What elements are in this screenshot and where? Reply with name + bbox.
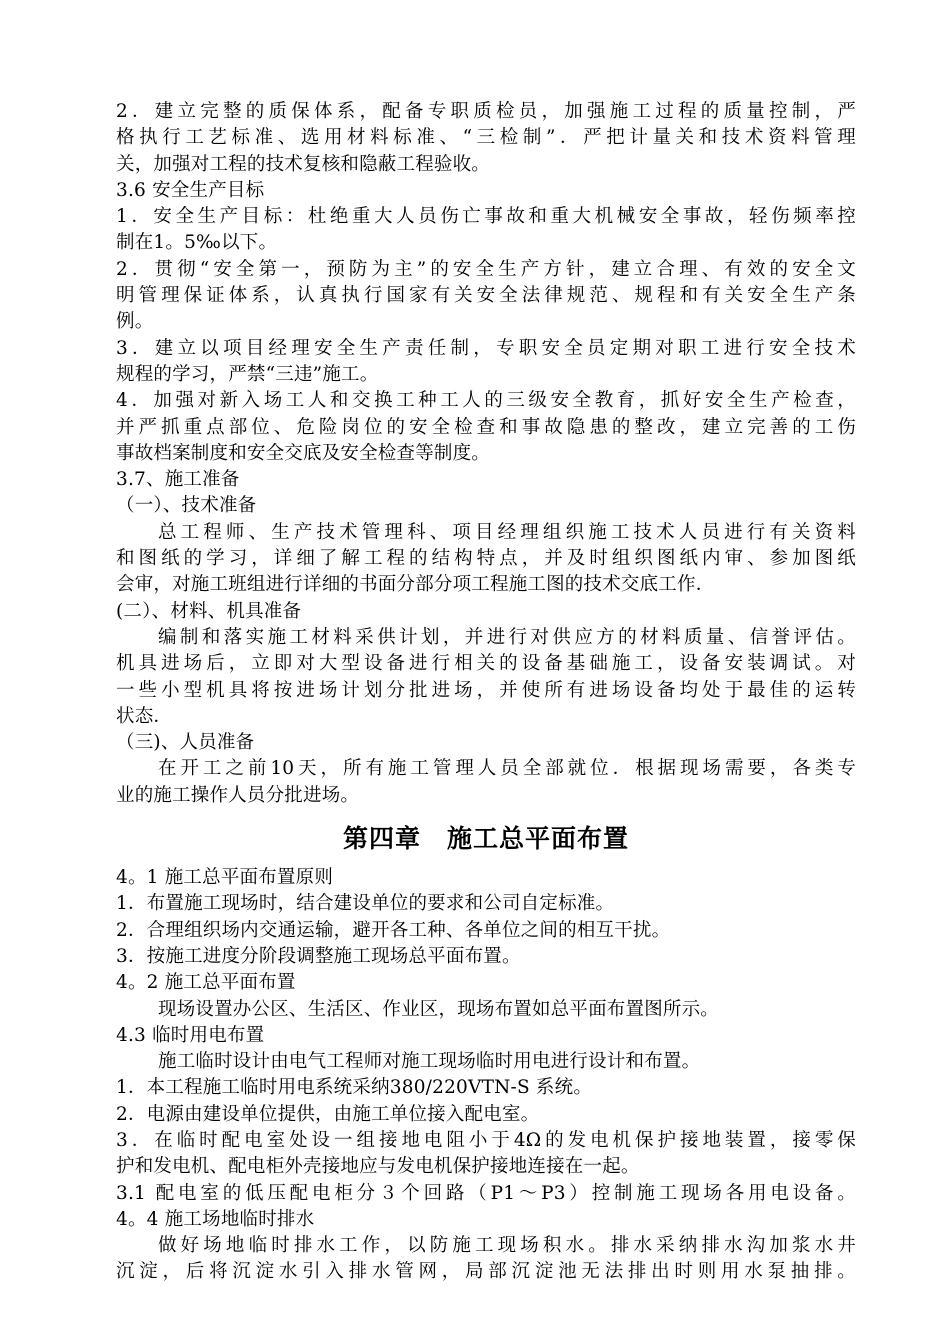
paragraph-line: 现场设置办公区、生活区、作业区，现场布置如总平面布置图所示。 xyxy=(158,998,720,1020)
subsection-heading: (二）、材料、机具准备 xyxy=(116,600,302,622)
paragraph-line: 1．安全生产目标：杜绝重大人员伤亡事故和重大机械安全事故，轻伤频率控 xyxy=(116,206,856,228)
paragraph-line: 会审，对施工班组进行详细的书面分部分项工程施工图的技术交底工作． xyxy=(116,574,715,596)
paragraph-line: 总工程师、生产技术管理科、项目经理组织施工技术人员进行有关资料 xyxy=(158,521,856,543)
paragraph-line: 规程的学习，严禁“三违”施工。 xyxy=(116,363,379,385)
section-heading: 3.7、施工准备 xyxy=(116,469,240,491)
paragraph-line: 4．加强对新入场工人和交换工种工人的三级安全教育，抓好安全生产检查， xyxy=(116,390,856,412)
paragraph-line: 一些小型机具将按进场计划分批进场，并使所有进场设备均处于最佳的运转 xyxy=(116,679,856,701)
paragraph-line: 事故档案制度和安全交底及安全检查等制度。 xyxy=(116,442,491,464)
paragraph-line: 并严抓重点部位、危险岗位的安全检查和事故隐患的整改，建立完善的工伤 xyxy=(116,416,856,438)
paragraph-line: 2．电源由建设单位提供，由施工单位接入配电室。 xyxy=(116,1103,540,1125)
section-heading: 3.6 安全生产目标 xyxy=(116,179,265,201)
subsection-heading: （三)、人员准备 xyxy=(116,732,255,754)
paragraph-line: 例。 xyxy=(116,311,154,333)
paragraph-line: 3．按施工进度分阶段调整施工现场总平面布置。 xyxy=(116,945,521,967)
paragraph-line: 编制和落实施工材料采供计划，并进行对供应方的材料质量、信誉评估。 xyxy=(158,626,856,648)
section-heading: 4。1 施工总平面布置原则 xyxy=(116,867,334,889)
subsection-heading: （一）、技术准备 xyxy=(116,495,257,517)
paragraph-line: 沉淀，后将沉淀水引入排水管网，局部沉淀池无法排出时则用水泵抽排。 xyxy=(116,1261,856,1283)
paragraph-line: 1．本工程施工临时用电系统采纳380/220VTN-S 系统。 xyxy=(116,1077,593,1099)
paragraph-line: 3.1 配电室的低压配电柜分３个回路（P1～P3）控制施工现场各用电设备。 xyxy=(116,1182,856,1204)
paragraph-line: 格执行工艺标准、选用材料标准、“三检制”．严把计量关和技术资料管理 xyxy=(116,127,856,149)
paragraph-line: 业的施工操作人员分批进场。 xyxy=(116,784,360,806)
section-heading: 4。4 施工场地临时排水 xyxy=(116,1208,315,1230)
paragraph-line: 在开工之前10天，所有施工管理人员全部就位．根据现场需要，各类专 xyxy=(158,758,856,780)
document-page xyxy=(116,99,856,1286)
section-heading: 4。2 施工总平面布置 xyxy=(116,972,296,994)
paragraph-line: 3．在临时配电室处设一组接地电阻小于4Ω的发电机保护接地装置，接零保 xyxy=(116,1129,856,1151)
paragraph-line: 施工临时设计由电气工程师对施工现场临时用电进行设计和布置。 xyxy=(158,1051,701,1073)
paragraph-line: 制在1。5‰以下。 xyxy=(116,232,278,254)
paragraph-line: 护和发电机、配电柜外壳接地应与发电机保护接地连接在一起。 xyxy=(116,1156,640,1178)
paragraph-line: 1．布置施工现场时，结合建设单位的要求和公司自定标准。 xyxy=(116,893,615,915)
paragraph-line: 状态． xyxy=(116,705,173,727)
paragraph-line: 和图纸的学习，详细了解工程的结构特点，并及时组织图纸内审、参加图纸 xyxy=(116,548,856,570)
paragraph-line: 2．贯彻“安全第一，预防为主”的安全生产方针，建立合理、有效的安全文 xyxy=(116,258,856,280)
paragraph-line: 做好场地临时排水工作，以防施工现场积水。排水采纳排水沟加浆水井 xyxy=(158,1235,856,1257)
paragraph-line: 机具进场后，立即对大型设备进行相关的设备基础施工，设备安装调试。对 xyxy=(116,653,856,675)
paragraph-line: 3．建立以项目经理安全生产责任制，专职安全员定期对职工进行安全技术 xyxy=(116,337,856,359)
section-heading: 4.3 临时用电布置 xyxy=(116,1024,265,1046)
paragraph-line: 2．合理组织场内交通运输，避开各工种、各单位之间的相互干扰。 xyxy=(116,919,671,941)
chapter-title: 第四章 施工总平面布置 xyxy=(342,824,629,854)
paragraph-line: 明管理保证体系，认真执行国家有关安全法律规范、规程和有关安全生产条 xyxy=(116,285,856,307)
paragraph-line: 2．建立完整的质保体系，配备专职质检员，加强施工过程的质量控制，严 xyxy=(116,101,856,122)
paragraph-line: 关，加强对工程的技术复核和隐蔽工程验收。 xyxy=(116,153,491,175)
